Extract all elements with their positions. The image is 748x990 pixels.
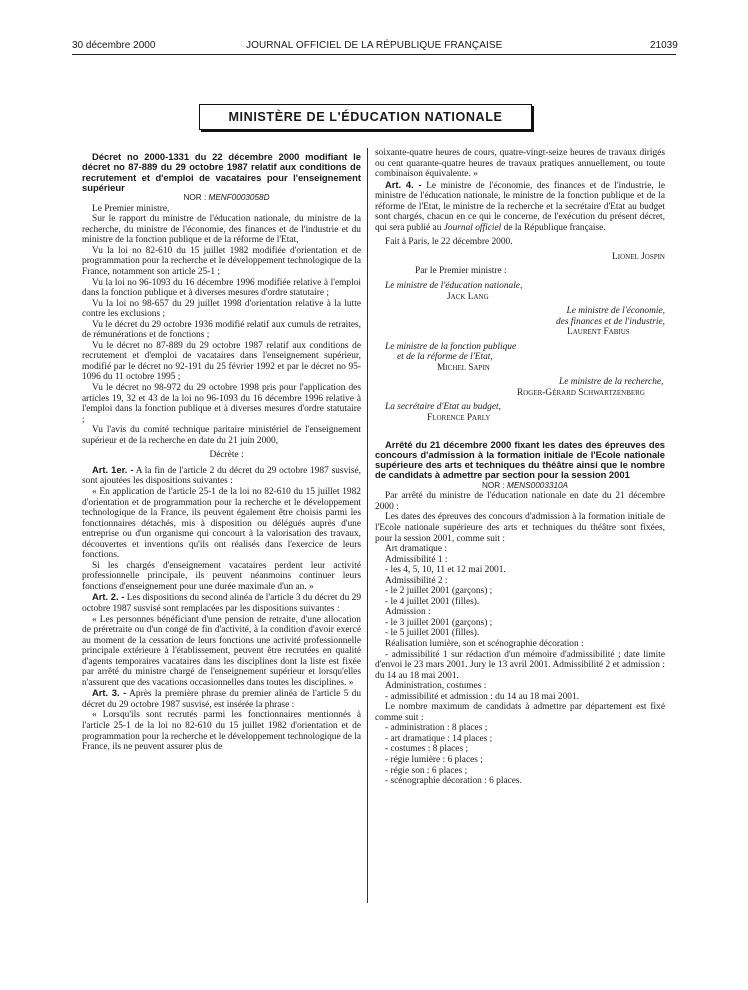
decrete-heading: Décrète :: [209, 450, 244, 461]
role-economie: Le ministre de l'économie,: [566, 306, 665, 317]
role-economie: des finances et de l'industrie,: [555, 316, 665, 327]
article-2: Art. 2. - Les dispositions du second alinéa de l'article 3 du décret du 29 octobre 1987 susvisé sont remplacées par les dispositions suivantes :: [82, 591, 362, 614]
left-column: [82, 152, 361, 753]
arrete-nor: NOR : MENS0003310A: [481, 480, 569, 490]
sub-heading: Admissibilité 2 :: [385, 575, 448, 586]
header-rule: [72, 54, 676, 55]
par-le-premier-ministre: Par le Premier ministre :: [415, 266, 507, 277]
role-education: Le ministre de l'éducation nationale,: [385, 281, 523, 292]
role-fonction-publique: Le ministre de la fonction publique: [385, 341, 517, 352]
header-journal-title: JOURNAL OFFICIEL DE LA RÉPUBLIQUE FRANÇAISE: [246, 40, 503, 51]
article-3-continuation: soixante-quatre heures de cours, quatre-vingt-seize heures de travaux dirigés ou cent quarante-quatre heures de travaux pratiques annuellement, ou toute combinaison équivalente. »: [375, 148, 665, 180]
decret-title: Décret no 2000-1331 du 22 décembre 2000 modifiant le décret no 87-889 du 29 octobre 1987 relatif aux conditions de recrutement et d'emploi de vacataires pour l'enseignement supérieur: [82, 151, 361, 193]
paragraph: Vu le décret no 87-889 du 29 octobre 1987 relatif aux conditions de recrutement et d'emploi de vacataires dans l'enseignement supérieur, modifié par le décret no 92-191 du 25 février 1992 et par le décret no 95-1096 du 11 octobre 1995 ;: [82, 340, 361, 383]
paragraph: Le Premier ministre,: [92, 203, 170, 214]
article-2-quote: « Les personnes bénéficiant d'une pension de retraite, d'une allocation de préretraite ou d'un congé de fin d'activité, à la condition d'avoir exercé au moment de la cessation de leurs fonctions une activité professionnelle principale extérieure à l'établissement, peuvent être recrutées en qualité d'agents temporaires vacataires dans les disciplines dont la liste est fixée par arrêté du ministre chargé de l'enseignement supérieur et lorsqu'elles n'assurent que des vacations occasionnelles dans toutes les disciplines. »: [82, 614, 361, 688]
paragraph: Vu la loi no 82-610 du 15 juillet 1982 modifiée d'orientation et de programmation pour la recherche et le développement technologique de la France, notamment son article 25-1 ;: [82, 245, 361, 278]
paragraph: Vu l'avis du comité technique paritaire ministériel de l'enseignement supérieur et de la recherche en date du 21 juin 2000,: [82, 425, 361, 446]
paragraph: Vu le décret du 29 octobre 1936 modifié relatif aux cumuls de retraites, de rémunérations et de fonctions ;: [82, 319, 361, 341]
name-recherche: Roger-Gérard Schwartzenberg: [517, 387, 645, 398]
paragraph: Vu la loi no 98-657 du 29 juillet 1998 d'orientation relative à la lutte contre les exclusions ;: [82, 298, 361, 320]
article-1: Art. 1er. - A la fin de l'article 2 du décret du 29 octobre 1987 susvisé, sont ajoutées les dispositions suivantes :: [82, 463, 362, 487]
section-heading: Art dramatique :: [385, 544, 447, 555]
signature-prime-minister: Lionel Jospin: [612, 251, 665, 262]
right-column: [375, 148, 665, 787]
page-header: [0, 40, 748, 54]
name-economie: Laurent Fabius: [567, 327, 630, 338]
list-item: - art dramatique : 14 places ;: [385, 733, 493, 744]
article-3: Art. 3. - Après la première phrase du premier alinéa de l'article 5 du décret du 29 octobre 1987 susvisé, est insérée la phrase :: [82, 687, 362, 710]
name-education: Jack Lang: [447, 291, 489, 302]
paragraph: Les dates des épreuves des concours d'admission à la formation initiale de l'Ecole nationale supérieure des arts et techniques du théâtre sont fixées, pour la session 2001, comme suit :: [375, 512, 665, 544]
article-4: Art. 4. - Le ministre de l'économie, des finances et de l'industrie, le ministre de l'éducation nationale, le ministre de la fonction publique et de la réforme de l'Etat, le ministre de la recherche et la secrétaire d'Etat au budget sont chargés, chacun en ce qui le concerne, de l'exécution du présent décret, qui sera publié au Journal officiel de la République française.: [375, 178, 665, 233]
list-item: - le 4 juillet 2001 (filles).: [385, 596, 480, 607]
header-date: 30 décembre 2000: [72, 40, 156, 51]
article-3-quote: « Lorsqu'ils sont recrutés parmi les fonctionnaires mentionnés à l'article 25-1 de la loi no 82-610 du 15 juillet 1982 d'orientation et de programmation pour la recherche et le développement technologique de la France, ils ne peuvent assurer plus de: [82, 710, 361, 753]
name-budget: Florence Parly: [427, 413, 491, 424]
list-item: - admissibilité 1 sur rédaction d'un mémoire d'admissibilité ; date limite d'envoi le 23 mars 2001. Jury le 13 avril 2001. Admissibilité 2 et admission : du 14 au 18 mai 2001.: [375, 649, 665, 681]
header-page-number: 21039: [650, 40, 678, 51]
section-heading: Réalisation lumière, son et scénographie décoration :: [385, 638, 584, 649]
list-item: - le 3 juillet 2001 (garçons) ;: [385, 617, 493, 628]
paragraph: Le nombre maximum de candidats à admettre par département est fixé comme suit :: [375, 702, 665, 723]
list-item: - les 4, 5, 10, 11 et 12 mai 2001.: [385, 565, 506, 576]
list-item: - administration : 8 places ;: [385, 723, 488, 734]
role-recherche: Le ministre de la recherche,: [559, 377, 664, 388]
list-item: - le 2 juillet 2001 (garçons) ;: [385, 586, 493, 597]
arrete-title: Arrêté du 21 décembre 2000 fixant les dates des épreuves des concours d'admission à la formation initiale de l'Ecole nationale supérieure des arts et techniques du théâtre ainsi que le nombre de candidats à admettre par section pour la session 2001: [375, 438, 665, 481]
list-item: - le 5 juillet 2001 (filles).: [385, 628, 480, 639]
paragraph: Vu le décret no 98-972 du 29 octobre 1998 pris pour l'application des articles 19, 32 et 43 de la loi no 96-1093 du 16 décembre 1996 relative à l'emploi dans la fonction publique et à diverses mesures d'ordre statutaire ;: [82, 383, 361, 425]
list-item: - régie lumière : 6 places ;: [385, 754, 483, 765]
list-item: - régie son : 6 places ;: [385, 765, 468, 776]
paragraph: Sur le rapport du ministre de l'éducation nationale, du ministre de la recherche, du ministre de l'économie, des finances et de l'industrie et du ministre de la fonction publique et de la réforme de l'Etat,: [82, 214, 361, 246]
name-fonction-publique: Michel Sapin: [437, 362, 490, 373]
list-item: - admissibilité et admission : du 14 au 18 mai 2001.: [385, 691, 579, 702]
section-heading: Administration, costumes :: [385, 681, 487, 692]
sub-heading: Admission :: [385, 607, 431, 618]
article-1-quote: « En application de l'article 25-1 de la loi no 82-610 du 15 juillet 1982 d'orientation et de programmation pour la recherche et le développement technologique de la France, ils peuvent également être choisis parmi les fonctionnaires détachés, mis à disposition ou délégués auprès d'une entreprise ou d'un organisme qui concourt à la valorisation des travaux, découvertes et inventions qu'ils ont réalisés dans l'exercice de leurs fonctions.: [82, 486, 361, 561]
role-budget: La secrétaire d'Etat au budget,: [385, 402, 501, 413]
article-1-quote: Si les chargés d'enseignement vacataires perdent leur activité professionnelle principale, ils peuvent néanmoins continuer leurs fonctions d'enseignement pour une durée maximale d'un an. »: [82, 560, 361, 592]
ministry-banner: MINISTÈRE DE L'ÉDUCATION NATIONALE: [199, 104, 532, 130]
sub-heading: Admissibilité 1 :: [385, 554, 448, 565]
paragraph: Vu la loi no 96-1093 du 16 décembre 1996 modifiée relative à l'emploi dans la fonction publique et à diverses mesures d'ordre statutaire ;: [82, 277, 361, 299]
fait-a-paris: Fait à Paris, le 22 décembre 2000.: [385, 237, 513, 248]
decret-nor: NOR : MENF0003058D: [183, 193, 270, 203]
list-item: - scénographie décoration : 6 places.: [385, 776, 522, 787]
list-item: - costumes : 8 places ;: [385, 744, 469, 755]
role-fonction-publique: et de la réforme de l'Etat,: [397, 352, 493, 363]
paragraph: Par arrêté du ministre de l'éducation nationale en date du 21 décembre 2000 :: [375, 491, 665, 512]
column-divider: [367, 148, 368, 903]
